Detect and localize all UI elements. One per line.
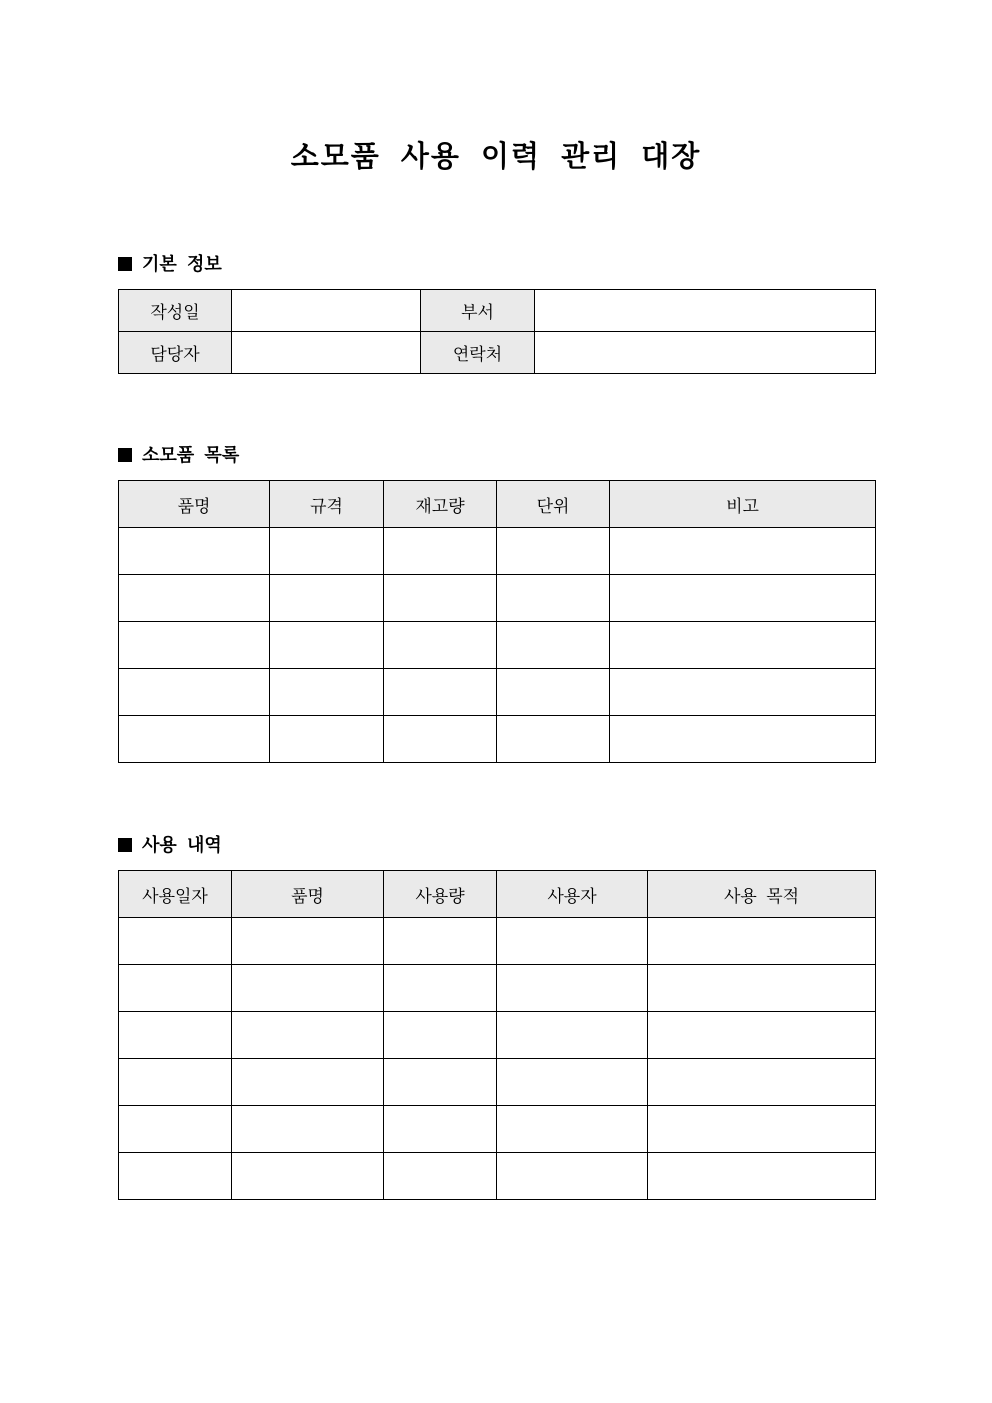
table-row <box>119 528 876 575</box>
table-cell[interactable] <box>610 716 876 763</box>
table-cell[interactable] <box>384 965 497 1012</box>
square-bullet-icon <box>118 257 132 271</box>
table-cell[interactable] <box>497 622 610 669</box>
column-header: 품명 <box>119 481 270 528</box>
table-cell[interactable] <box>384 918 497 965</box>
table-cell[interactable] <box>384 1012 497 1059</box>
section-title: 기본 정보 <box>142 254 222 275</box>
table-row <box>119 1012 876 1059</box>
created-date-label: 작성일 <box>119 290 232 332</box>
table-cell[interactable] <box>610 575 876 622</box>
page-title: 소모품 사용 이력 관리 대장 <box>290 139 702 173</box>
table-cell[interactable] <box>648 1106 876 1153</box>
column-header: 사용일자 <box>119 871 232 918</box>
table-cell[interactable] <box>119 1106 232 1153</box>
table-cell[interactable] <box>648 965 876 1012</box>
table-row <box>119 716 876 763</box>
column-header: 사용자 <box>497 871 648 918</box>
table-row <box>119 918 876 965</box>
column-header: 품명 <box>232 871 384 918</box>
table-cell[interactable] <box>119 965 232 1012</box>
table-cell[interactable] <box>384 716 497 763</box>
column-header: 사용량 <box>384 871 497 918</box>
table-cell[interactable] <box>232 1106 384 1153</box>
table-cell[interactable] <box>497 716 610 763</box>
table-cell[interactable] <box>384 528 497 575</box>
table-row <box>119 669 876 716</box>
column-header: 규격 <box>270 481 384 528</box>
table-cell[interactable] <box>119 1059 232 1106</box>
table-cell[interactable] <box>497 1106 648 1153</box>
table-cell[interactable] <box>119 669 270 716</box>
table-cell[interactable] <box>384 575 497 622</box>
basic-info-table <box>118 289 876 374</box>
created-date-field[interactable] <box>232 290 421 332</box>
table-cell[interactable] <box>384 669 497 716</box>
table-cell[interactable] <box>384 1106 497 1153</box>
column-header: 비고 <box>610 481 876 528</box>
table-cell[interactable] <box>232 965 384 1012</box>
table-cell[interactable] <box>270 716 384 763</box>
table-cell[interactable] <box>270 669 384 716</box>
table-row <box>119 332 876 374</box>
table-cell[interactable] <box>270 622 384 669</box>
contact-label: 연락처 <box>421 332 535 374</box>
table-cell[interactable] <box>232 918 384 965</box>
table-row <box>119 575 876 622</box>
table-cell[interactable] <box>610 622 876 669</box>
table-cell[interactable] <box>610 669 876 716</box>
table-cell[interactable] <box>497 918 648 965</box>
table-cell[interactable] <box>497 1153 648 1200</box>
table-cell[interactable] <box>384 1059 497 1106</box>
column-header: 단위 <box>497 481 610 528</box>
table-header-row <box>119 871 876 918</box>
section-title: 소모품 목록 <box>142 445 240 466</box>
table-cell[interactable] <box>119 622 270 669</box>
table-cell[interactable] <box>119 528 270 575</box>
table-cell[interactable] <box>119 1012 232 1059</box>
table-cell[interactable] <box>270 528 384 575</box>
item-list-table <box>118 480 876 763</box>
section-heading-basic-info <box>118 253 222 277</box>
table-cell[interactable] <box>232 1059 384 1106</box>
table-cell[interactable] <box>232 1153 384 1200</box>
section-title: 사용 내역 <box>142 835 222 856</box>
table-cell[interactable] <box>648 1012 876 1059</box>
contact-field[interactable] <box>535 332 876 374</box>
table-cell[interactable] <box>648 1059 876 1106</box>
section-heading-item-list <box>118 444 239 468</box>
square-bullet-icon <box>118 838 132 852</box>
table-cell[interactable] <box>497 669 610 716</box>
table-row <box>119 290 876 332</box>
table-cell[interactable] <box>232 1012 384 1059</box>
table-cell[interactable] <box>497 1012 648 1059</box>
table-row <box>119 1106 876 1153</box>
table-cell[interactable] <box>610 528 876 575</box>
manager-label: 담당자 <box>119 332 232 374</box>
table-cell[interactable] <box>270 575 384 622</box>
table-cell[interactable] <box>648 1153 876 1200</box>
table-cell[interactable] <box>119 1153 232 1200</box>
department-label: 부서 <box>421 290 535 332</box>
column-header: 재고량 <box>384 481 497 528</box>
table-row <box>119 622 876 669</box>
usage-history-table <box>118 870 876 1200</box>
table-header-row <box>119 481 876 528</box>
table-cell[interactable] <box>648 918 876 965</box>
square-bullet-icon <box>118 448 132 462</box>
column-header: 사용 목적 <box>648 871 876 918</box>
table-cell[interactable] <box>497 965 648 1012</box>
table-cell[interactable] <box>497 528 610 575</box>
table-cell[interactable] <box>497 575 610 622</box>
section-heading-usage-history <box>118 834 222 858</box>
department-field[interactable] <box>535 290 876 332</box>
table-row <box>119 1153 876 1200</box>
table-cell[interactable] <box>119 575 270 622</box>
table-cell[interactable] <box>384 622 497 669</box>
table-row <box>119 965 876 1012</box>
table-cell[interactable] <box>119 918 232 965</box>
table-cell[interactable] <box>384 1153 497 1200</box>
table-cell[interactable] <box>497 1059 648 1106</box>
manager-field[interactable] <box>232 332 421 374</box>
table-row <box>119 1059 876 1106</box>
table-cell[interactable] <box>119 716 270 763</box>
